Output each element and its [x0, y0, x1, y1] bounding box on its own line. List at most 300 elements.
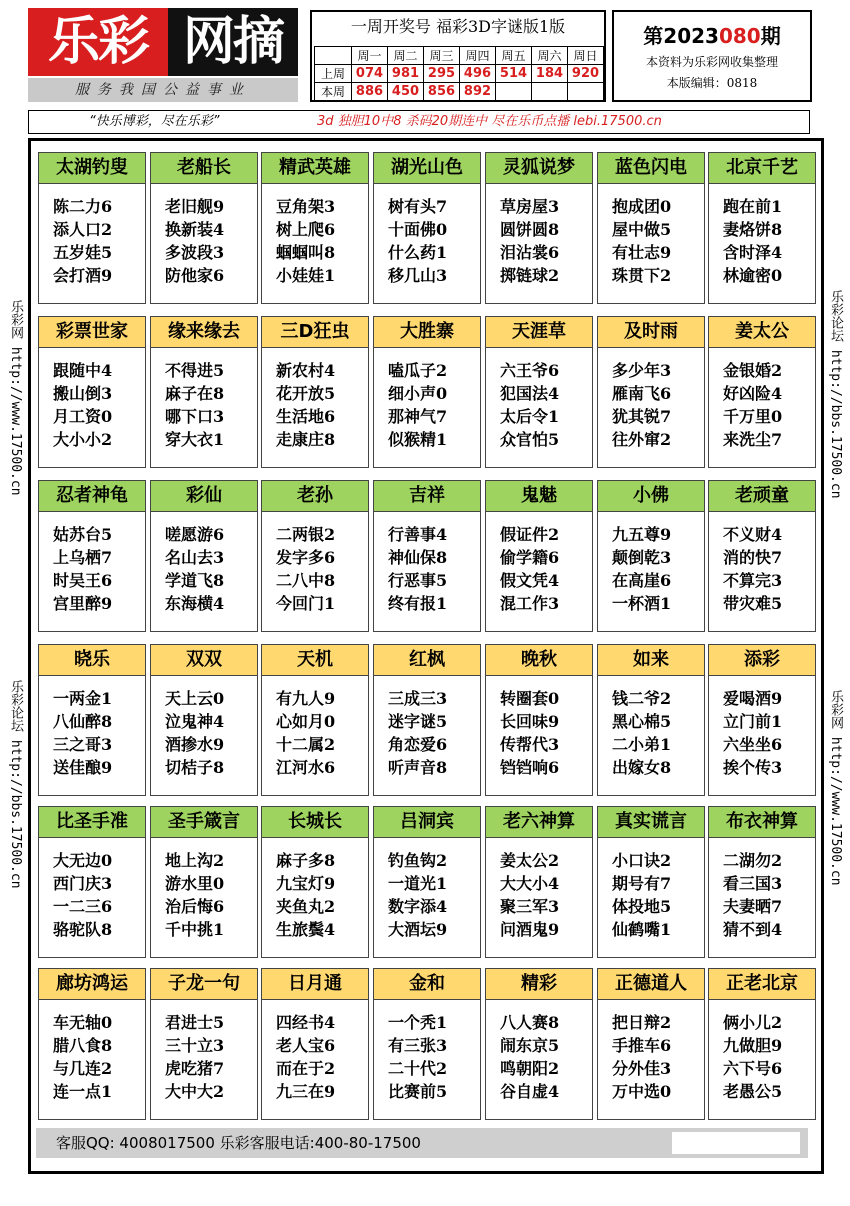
riddle-line: 酒掺水9 [165, 735, 225, 754]
riddle-line: 一道光1 [388, 874, 448, 893]
riddle-card-title: 三D狂虫 [262, 317, 368, 348]
riddle-card [373, 644, 481, 796]
riddle-card-title: 长城长 [262, 807, 368, 838]
riddle-line: 听声音8 [388, 758, 448, 777]
riddle-line: 三之哥3 [53, 735, 113, 754]
riddle-line: 而在于2 [276, 1059, 336, 1078]
riddle-card-title: 如来 [598, 645, 704, 676]
riddle-line: 姑苏台5 [53, 525, 113, 544]
riddle-line: 东海横4 [165, 594, 225, 613]
riddle-line: 千中挑1 [165, 920, 225, 939]
riddle-line: 老愚公5 [723, 1082, 783, 1101]
riddle-line: 麻子多8 [276, 851, 336, 870]
riddle-card-title: 红枫 [374, 645, 480, 676]
draw-number: 450 [388, 83, 424, 101]
riddle-line: 神仙保8 [388, 548, 448, 567]
riddle-card-title: 缘来缘去 [151, 317, 257, 348]
riddle-line: 林逾密0 [723, 266, 783, 285]
riddle-line: 多少年3 [612, 361, 672, 380]
riddle-line: 草房屋3 [500, 197, 560, 216]
riddle-line: 生旅鬓4 [276, 920, 336, 939]
riddle-lines [39, 523, 145, 615]
riddle-line: 陈二力6 [53, 197, 113, 216]
riddle-line: 江河水6 [276, 758, 336, 777]
riddle-line: 多波段3 [165, 243, 225, 262]
riddle-card [708, 316, 816, 468]
riddle-line: 大无边0 [53, 851, 113, 870]
riddle-line: 不得进5 [165, 361, 225, 380]
riddle-lines [598, 1011, 704, 1103]
issue-note-2: 本版编辑：0818 [666, 76, 758, 90]
riddle-card [485, 480, 593, 632]
riddle-line: 掷链球2 [500, 266, 560, 285]
draw-number: 295 [424, 65, 460, 83]
riddle-card-title: 及时雨 [598, 317, 704, 348]
riddle-card [485, 644, 593, 796]
riddle-lines [709, 359, 815, 451]
draw-number: 074 [352, 65, 388, 83]
riddle-line: 终有报1 [388, 594, 448, 613]
riddle-card [708, 152, 816, 304]
riddle-lines [151, 849, 257, 941]
side-link-left-top[interactable]: 乐彩网 http://www.17500.cn [8, 300, 23, 496]
riddle-line: 鸣朝阳2 [500, 1059, 560, 1078]
riddle-line: 小口诀2 [612, 851, 672, 870]
riddle-line: 小娃娃1 [276, 266, 336, 285]
weekly-draw-box [310, 10, 606, 102]
riddle-card-title: 彩仙 [151, 481, 257, 512]
logo-black-part: 网摘 [168, 8, 298, 76]
riddle-line: 万中选0 [612, 1082, 672, 1101]
riddle-card [38, 968, 146, 1120]
riddle-line: 十二属2 [276, 735, 336, 754]
riddle-line: 泪沾裳6 [500, 243, 560, 262]
riddle-line: 传帮代3 [500, 735, 560, 754]
riddle-line: 大酒坛9 [388, 920, 448, 939]
riddle-lines [151, 687, 257, 779]
banner-promo[interactable]: 3d 独胆10中8 杀码20期连中 尽在乐币点播 lebi.17500.cn [317, 114, 662, 129]
riddle-line: 一杯酒1 [612, 594, 672, 613]
riddle-line: 往外窜2 [612, 430, 672, 449]
riddle-card-title: 蓝色闪电 [598, 153, 704, 184]
riddle-card [597, 316, 705, 468]
riddle-lines [598, 687, 704, 779]
riddle-line: 二八中8 [276, 571, 336, 590]
riddle-line: 嗑瓜子2 [388, 361, 448, 380]
riddle-card-title: 日月通 [262, 969, 368, 1000]
riddle-line: 有九人9 [276, 689, 336, 708]
riddle-line: 学道飞8 [165, 571, 225, 590]
riddle-line: 假证件2 [500, 525, 560, 544]
riddle-card-title: 子龙一句 [151, 969, 257, 1000]
riddle-lines [39, 359, 145, 451]
riddle-lines [262, 359, 368, 451]
riddle-card [708, 644, 816, 796]
riddle-line: 虎吃猪7 [165, 1059, 225, 1078]
riddle-card [150, 644, 258, 796]
riddle-card [373, 806, 481, 958]
riddle-line: 假文凭4 [500, 571, 560, 590]
issue-prefix: 第2023 [643, 24, 719, 48]
day-header: 周六 [532, 47, 568, 65]
riddle-line: 天上云0 [165, 689, 225, 708]
riddle-lines [598, 849, 704, 941]
riddle-line: 二小弟1 [612, 735, 672, 754]
draw-number: 886 [352, 83, 388, 101]
draw-number: 856 [424, 83, 460, 101]
footer [36, 1128, 808, 1158]
riddle-line: 消的快7 [723, 548, 783, 567]
riddle-lines [709, 523, 815, 615]
riddle-line: 会打酒9 [53, 266, 113, 285]
riddle-lines [39, 195, 145, 287]
riddle-line: 一二三6 [53, 897, 113, 916]
riddle-line: 犹其锐7 [612, 407, 672, 426]
riddle-line: 好凶险4 [723, 384, 783, 403]
riddle-line: 颠倒乾3 [612, 548, 672, 567]
last-week-label: 上周 [315, 65, 352, 83]
riddle-lines [486, 195, 592, 287]
riddle-card-title: 太湖钓叟 [39, 153, 145, 184]
riddle-line: 金银婚2 [723, 361, 783, 380]
riddle-line: 移几山3 [388, 266, 448, 285]
riddle-lines [262, 849, 368, 941]
riddle-card [708, 480, 816, 632]
riddle-line: 豆角架3 [276, 197, 336, 216]
riddle-lines [486, 849, 592, 941]
riddle-card-title: 灵狐说梦 [486, 153, 592, 184]
riddle-card [485, 968, 593, 1120]
riddle-line: 游水里0 [165, 874, 225, 893]
riddle-line: 送佳酿9 [53, 758, 113, 777]
draw-number: 496 [460, 65, 496, 83]
riddle-line: 挨个传3 [723, 758, 783, 777]
riddle-card [708, 968, 816, 1120]
riddle-card [708, 806, 816, 958]
riddle-card-title: 布衣神算 [709, 807, 815, 838]
riddle-line: 有三张3 [388, 1036, 448, 1055]
riddle-card-title: 添彩 [709, 645, 815, 676]
riddle-line: 树上爬6 [276, 220, 336, 239]
riddle-line: 花开放5 [276, 384, 336, 403]
riddle-card [261, 806, 369, 958]
riddle-line: 转圈套0 [500, 689, 560, 708]
riddle-line: 跑在前1 [723, 197, 783, 216]
riddle-line: 上乌栖7 [53, 548, 113, 567]
day-header: 周二 [388, 47, 424, 65]
riddle-card-title: 彩票世家 [39, 317, 145, 348]
banner-slogan: “快乐博彩，尽在乐彩” [89, 114, 220, 129]
banner [28, 110, 810, 134]
riddle-line: 聚三军3 [500, 897, 560, 916]
riddle-card-title: 精武英雄 [262, 153, 368, 184]
riddle-line: 比赛前5 [388, 1082, 448, 1101]
riddle-line: 三成三3 [388, 689, 448, 708]
issue-note-1: 本资料为乐彩网收集整理 [645, 55, 778, 69]
riddle-lines [39, 687, 145, 779]
logo [28, 8, 298, 76]
riddle-lines [598, 523, 704, 615]
riddle-line: 车无轴0 [53, 1013, 113, 1032]
riddle-lines [486, 687, 592, 779]
riddle-lines [151, 523, 257, 615]
riddle-card-title: 吕洞宾 [374, 807, 480, 838]
riddle-card-title: 双双 [151, 645, 257, 676]
riddle-line: 骆驼队8 [53, 920, 113, 939]
riddle-line: 谷自虚4 [500, 1082, 560, 1101]
riddle-card [597, 152, 705, 304]
riddle-line: 有壮志9 [612, 243, 672, 262]
riddle-card [38, 316, 146, 468]
riddle-lines [709, 687, 815, 779]
riddle-lines [39, 1011, 145, 1103]
issue-box [612, 10, 812, 102]
riddle-card-title: 大胜寨 [374, 317, 480, 348]
draw-number: 920 [568, 65, 604, 83]
riddle-line: 在高崖6 [612, 571, 672, 590]
riddle-line: 行善事4 [388, 525, 448, 544]
riddle-line: 迷字谜5 [388, 712, 448, 731]
riddle-card [373, 152, 481, 304]
riddle-lines [709, 849, 815, 941]
riddle-line: 仙鹤嘴1 [612, 920, 672, 939]
slogan: 服务我国公益事业 [28, 78, 298, 102]
draw-table [314, 46, 604, 101]
riddle-line: 角恋爱6 [388, 735, 448, 754]
riddle-line: 众官怕5 [500, 430, 560, 449]
draw-number: 892 [460, 83, 496, 101]
riddle-lines [262, 523, 368, 615]
issue-title [614, 20, 810, 49]
riddle-card-title: 天机 [262, 645, 368, 676]
riddle-lines [151, 1011, 257, 1103]
riddle-card [38, 644, 146, 796]
riddle-lines [262, 687, 368, 779]
riddle-line: 君进士5 [165, 1013, 225, 1032]
draw-number [568, 83, 604, 101]
riddle-line: 树有头7 [388, 197, 448, 216]
riddle-line: 今回门1 [276, 594, 336, 613]
riddle-line: 腊八食8 [53, 1036, 113, 1055]
riddle-line: 十面佛0 [388, 220, 448, 239]
riddle-line: 行恶事5 [388, 571, 448, 590]
riddle-lines [598, 359, 704, 451]
riddle-line: 千万里0 [723, 407, 783, 426]
riddle-line: 犯国法4 [500, 384, 560, 403]
riddle-card [597, 644, 705, 796]
riddle-card [597, 968, 705, 1120]
issue-suffix: 期 [760, 24, 781, 48]
riddle-line: 地上沟2 [165, 851, 225, 870]
this-week-label: 本周 [315, 83, 352, 101]
riddle-card-title: 精彩 [486, 969, 592, 1000]
riddle-card [485, 316, 593, 468]
riddle-card-title: 忍者神龟 [39, 481, 145, 512]
riddle-line: 发字多6 [276, 548, 336, 567]
riddle-line: 西门庆3 [53, 874, 113, 893]
riddle-card-title: 老孙 [262, 481, 368, 512]
riddle-lines [374, 359, 480, 451]
riddle-card-title: 比圣手准 [39, 807, 145, 838]
riddle-line: 爱喝酒9 [723, 689, 783, 708]
riddle-line: 穿大衣1 [165, 430, 225, 449]
riddle-line: 与几连2 [53, 1059, 113, 1078]
riddle-line: 嗟愿游6 [165, 525, 225, 544]
riddle-lines [486, 523, 592, 615]
riddle-card [485, 806, 593, 958]
riddle-line: 换新装4 [165, 220, 225, 239]
riddle-card [485, 152, 593, 304]
riddle-line: 连一点1 [53, 1082, 113, 1101]
riddle-line: 一个秃1 [388, 1013, 448, 1032]
riddle-card-title: 老六神算 [486, 807, 592, 838]
riddle-line: 添人口2 [53, 220, 113, 239]
riddle-lines [486, 1011, 592, 1103]
riddle-card [373, 480, 481, 632]
riddle-line: 把日辩2 [612, 1013, 672, 1032]
riddle-lines [262, 1011, 368, 1103]
riddle-line: 分外佳3 [612, 1059, 672, 1078]
riddle-card [261, 480, 369, 632]
riddle-card-title: 北京千艺 [709, 153, 815, 184]
riddle-card-title: 湖光山色 [374, 153, 480, 184]
riddle-card-title: 晚秋 [486, 645, 592, 676]
day-header: 周日 [568, 47, 604, 65]
riddle-line: 切桔子8 [165, 758, 225, 777]
riddle-line: 二湖勿2 [723, 851, 783, 870]
riddle-line: 黑心棉5 [612, 712, 672, 731]
riddle-line: 雁南飞6 [612, 384, 672, 403]
draw-corner [315, 47, 352, 65]
riddle-line: 偷学籍6 [500, 548, 560, 567]
riddle-card [150, 152, 258, 304]
day-header: 周五 [496, 47, 532, 65]
riddle-line: 那神气7 [388, 407, 448, 426]
riddle-line: 夫妻晒7 [723, 897, 783, 916]
riddle-line: 跟随中4 [53, 361, 113, 380]
riddle-line: 大大小4 [500, 874, 560, 893]
riddle-card [38, 480, 146, 632]
riddle-line: 大小小2 [53, 430, 113, 449]
riddle-line: 哪下口3 [165, 407, 225, 426]
riddle-line: 九做胆9 [723, 1036, 783, 1055]
issue-number: 080 [718, 24, 761, 48]
footer-blank [672, 1132, 800, 1154]
riddle-line: 体投地5 [612, 897, 672, 916]
riddle-lines [374, 1011, 480, 1103]
riddle-line: 圆饼圆8 [500, 220, 560, 239]
riddle-line: 大中大2 [165, 1082, 225, 1101]
riddle-lines [598, 195, 704, 287]
riddle-card [261, 644, 369, 796]
riddle-line: 二两银2 [276, 525, 336, 544]
riddle-line: 蝈蝈叫8 [276, 243, 336, 262]
draw-number [496, 83, 532, 101]
riddle-line: 手推车6 [612, 1036, 672, 1055]
footer-contact: 客服QQ: 4008017500 乐彩客服电话:400-80-17500 [56, 1134, 421, 1152]
riddle-line: 闹东京5 [500, 1036, 560, 1055]
riddle-line: 什么药1 [388, 243, 448, 262]
riddle-card [38, 806, 146, 958]
riddle-line: 屋中做5 [612, 220, 672, 239]
riddle-card [261, 152, 369, 304]
draw-number [532, 83, 568, 101]
riddle-card [597, 480, 705, 632]
riddle-line: 治后悔6 [165, 897, 225, 916]
riddle-lines [39, 849, 145, 941]
riddle-line: 混工作3 [500, 594, 560, 613]
riddle-lines [486, 359, 592, 451]
logo-red-part: 乐彩 [28, 8, 168, 76]
riddle-line: 抱成团0 [612, 197, 672, 216]
side-link-right-top[interactable]: 乐彩论坛 http://bbs.17500.cn [828, 290, 843, 499]
riddle-lines [151, 195, 257, 287]
riddle-line: 九五尊9 [612, 525, 672, 544]
draw-number: 184 [532, 65, 568, 83]
side-link-left-bottom[interactable]: 乐彩论坛 http://bbs.17500.cn [8, 680, 23, 889]
riddle-card-title: 正德道人 [598, 969, 704, 1000]
riddle-line: 三十立3 [165, 1036, 225, 1055]
riddle-card-title: 真实谎言 [598, 807, 704, 838]
riddle-card-title: 老船长 [151, 153, 257, 184]
riddle-card [150, 480, 258, 632]
day-header: 周一 [352, 47, 388, 65]
riddle-line: 老旧舰9 [165, 197, 225, 216]
side-link-right-bottom[interactable]: 乐彩网 http://www.17500.cn [828, 690, 843, 886]
riddle-line: 妻烙饼8 [723, 220, 783, 239]
riddle-line: 一两金1 [53, 689, 113, 708]
riddle-card [150, 316, 258, 468]
riddle-line: 长回味9 [500, 712, 560, 731]
riddle-card [150, 806, 258, 958]
riddle-line: 出嫁女8 [612, 758, 672, 777]
riddle-line: 数字添4 [388, 897, 448, 916]
riddle-line: 珠贯下2 [612, 266, 672, 285]
day-header: 周四 [460, 47, 496, 65]
day-header: 周三 [424, 47, 460, 65]
riddle-line: 时吴王6 [53, 571, 113, 590]
riddle-card [38, 152, 146, 304]
riddle-card-title: 晓乐 [39, 645, 145, 676]
riddle-line: 带灾难5 [723, 594, 783, 613]
riddle-line: 钓鱼钩2 [388, 851, 448, 870]
riddle-card-title: 鬼魅 [486, 481, 592, 512]
riddle-lines [151, 359, 257, 451]
riddle-line: 九三在9 [276, 1082, 336, 1101]
riddle-line: 俩小儿2 [723, 1013, 783, 1032]
riddle-line: 八人赛8 [500, 1013, 560, 1032]
riddle-lines [262, 195, 368, 287]
riddle-card-title: 廊坊鸿运 [39, 969, 145, 1000]
riddle-card-title: 老顽童 [709, 481, 815, 512]
riddle-card-title: 正老北京 [709, 969, 815, 1000]
riddle-card [261, 968, 369, 1120]
riddle-line: 月工资0 [53, 407, 113, 426]
riddle-card [373, 316, 481, 468]
riddle-lines [709, 195, 815, 287]
riddle-line: 猜不到4 [723, 920, 783, 939]
riddle-line: 防他家6 [165, 266, 225, 285]
riddle-line: 八仙醉8 [53, 712, 113, 731]
riddle-line: 六下号6 [723, 1059, 783, 1078]
riddle-lines [374, 523, 480, 615]
riddle-line: 期号有7 [612, 874, 672, 893]
riddle-line: 铛铛响6 [500, 758, 560, 777]
riddle-line: 含时泽4 [723, 243, 783, 262]
riddle-card [373, 968, 481, 1120]
riddle-line: 搬山倒3 [53, 384, 113, 403]
riddle-line: 看三国3 [723, 874, 783, 893]
